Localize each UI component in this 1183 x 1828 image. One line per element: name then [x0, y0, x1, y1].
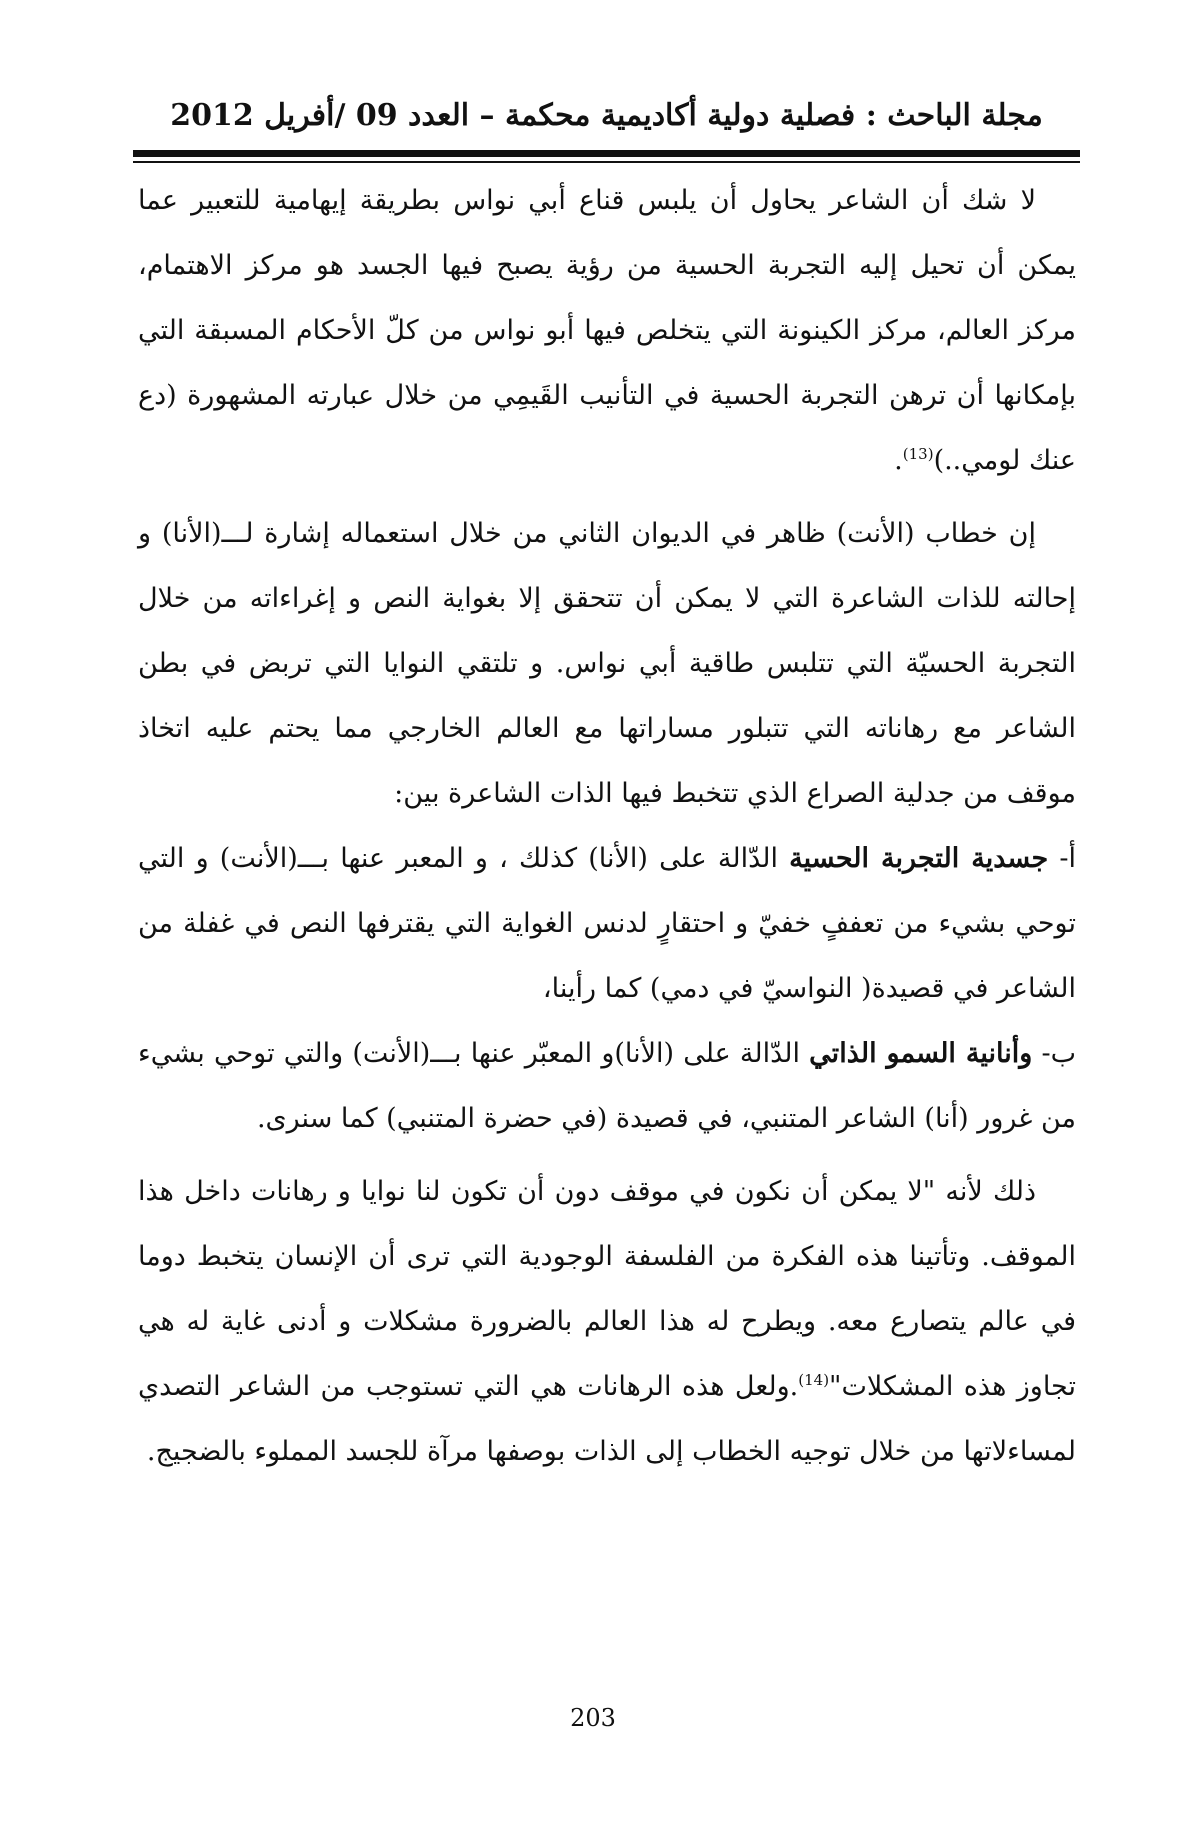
paragraph-2: إن خطاب (الأنت) ظاهر في الديوان الثاني من خلال استعماله إشارة لـــ(الأنا) و إحالته للذات الشاعرة التي لا يمكن أن تتحقق إلا بغواية النص و إغراءاته من خلال التجربة الحسيّة التي تتلبس طاقية أبي نواس. و تلتقي النوايا التي تربض في بطن الشاعر مع رهاناته التي تتبلور مساراتها مع العالم الخارجي مما يحتم عليه اتخاذ موقف من جدلية الصراع الذي تتخبط فيها الذات الشاعرة بين:: [138, 518, 1076, 809]
article-body: [138, 168, 1076, 1484]
list-item-b-prefix: ب-: [1032, 1038, 1076, 1069]
list-item-b-text: الدّالة على (الأنا)و المعبّر عنها بـــ(الأنت) والتي توحي بشيء من غرور (أنا) الشاعر المتنبي، في قصيدة (في حضرة المتنبي) كما سنرى.: [138, 1038, 1076, 1134]
list-item-a-term: جسدية التجربة الحسية: [789, 843, 1049, 874]
page-number: 203: [570, 1704, 616, 1732]
journal-header: مجلة الباحث : فصلية دولية أكاديمية محكمة – العدد 09 /أفريل 2012: [170, 98, 1043, 133]
header-rule-thin: [133, 161, 1080, 163]
paragraph-1-text: لا شك أن الشاعر يحاول أن يلبس قناع أبي نواس بطريقة إيهامية للتعبير عما يمكن أن تحيل إليه التجربة الحسية من رؤية يصبح فيها الجسد هو مركز الاهتمام، مركز العالم، مركز الكينونة التي يتخلص فيها أبو نواس من كلّ الأحكام المسبقة التي بإمكانها أن ترهن التجربة الحسية في التأنيب القَيمِي من خلال عبارته المشهورة (دع عنك لومي..): [138, 185, 1076, 476]
list-item-a-text: الدّالة على (الأنا) كذلك ، و المعبر عنها بـــ(الأنت) و التي توحي بشيء من تعففٍ خفيّ و احتقارٍ لدنس الغواية التي يقترفها النص في غفلة من الشاعر في قصيدة( النواسيّ في دمي) كما رأينا،: [138, 843, 1076, 1004]
list-item-a: [138, 826, 1076, 1021]
paragraph-3-text: ذلك لأنه "لا يمكن أن نكون في موقف دون أن تكون لنا نوايا و رهانات داخل هذا الموقف. وتأتينا هذه الفكرة من الفلسفة الوجودية التي ترى أن الإنسان يتخبط دوما في عالم يتصارع معه. ويطرح له هذا العالم بالضرورة مشكلات و أدنى غاية له هي تجاوز هذه المشكلات": [138, 1176, 1076, 1402]
footnote-ref-13: (13): [902, 445, 934, 463]
paragraph-1: [138, 168, 1076, 493]
list-item-a-prefix: أ-: [1048, 843, 1076, 874]
list-item-b: [138, 1021, 1076, 1151]
paragraph-3-end: .ولعل هذه الرهانات هي التي تستوجب من الشاعر التصدي لمساءلاتها من خلال توجيه الخطاب إلى الذات بوصفها مرآة للجسد المملوء بالضجيج.: [138, 1371, 1076, 1467]
header-rule-thick: [133, 150, 1080, 157]
footnote-ref-14: (14): [798, 1371, 830, 1389]
paragraph-3: [138, 1159, 1076, 1484]
list-item-b-term: وأنانية السمو الذاتي: [809, 1038, 1033, 1069]
paragraph-1-end: .: [894, 445, 903, 476]
